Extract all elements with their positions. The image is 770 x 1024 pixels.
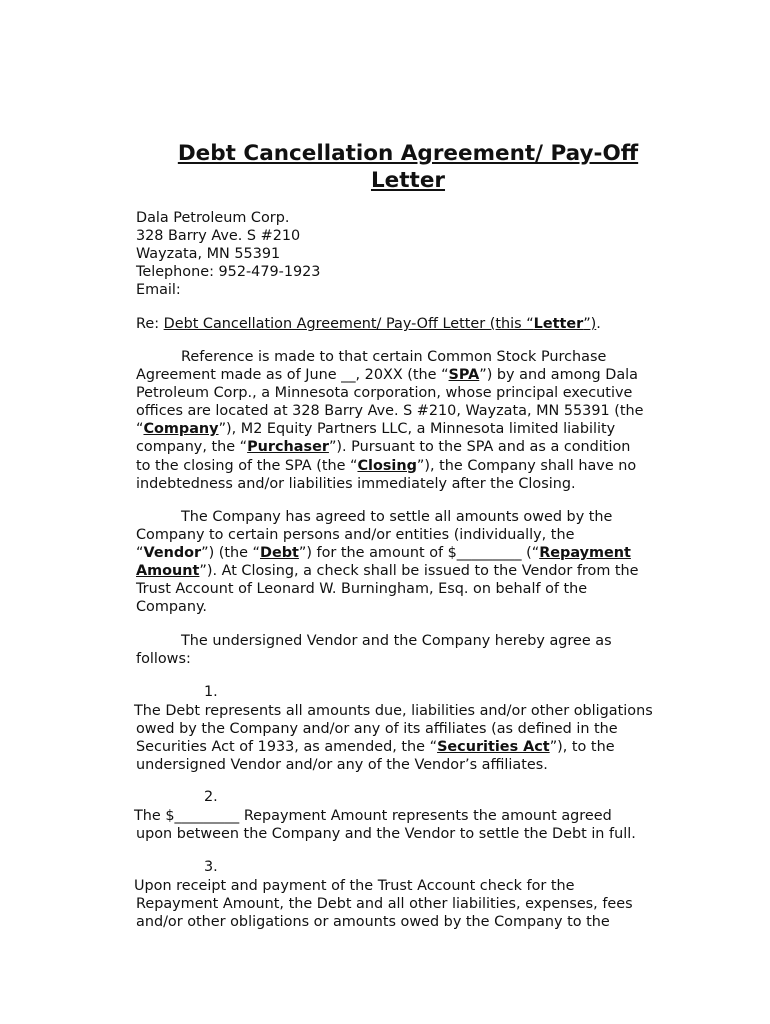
para3-line: The undersigned Vendor and the Company hereby agree as xyxy=(181,633,612,649)
item1-text: Securities Act of 1933, as amended, the “ xyxy=(136,739,438,756)
para1-line xyxy=(136,366,696,384)
re-end: . xyxy=(596,316,601,332)
para2-line: Company to certain persons and/or entities (individually, the xyxy=(136,527,575,544)
re-subject-text: Debt Cancellation Agreement/ Pay-Off Letter (this “ xyxy=(163,316,534,332)
para1-line xyxy=(136,438,696,456)
para2-text: “ xyxy=(136,545,144,562)
paragraph-agreement xyxy=(136,632,696,668)
item1-line: The Debt represents all amounts due, liabilities and/or other obligations xyxy=(134,703,653,719)
address-email: Email: xyxy=(136,282,181,299)
para1-line: Petroleum Corp., a Minnesota corporation, whose principal executive xyxy=(136,385,633,402)
defined-term-debt: Debt xyxy=(260,545,299,562)
title-line-2: Letter xyxy=(370,168,446,193)
para1-line xyxy=(136,420,696,438)
para2-text: ”) (the “ xyxy=(201,545,261,562)
para2-text: ”) for the amount of $_________ (“ xyxy=(298,545,540,562)
address-block xyxy=(136,209,696,299)
item2-line: The $_________ Repayment Amount represents the amount agreed xyxy=(134,808,612,824)
item3-line: and/or other obligations or amounts owed by the Company to the xyxy=(136,914,610,931)
para1-line: indebtedness and/or liabilities immediately after the Closing. xyxy=(136,475,576,492)
para1-text: to the closing of the SPA (the “ xyxy=(136,457,358,474)
title-line-1: Debt Cancellation Agreement/ Pay-Off xyxy=(177,141,639,166)
re-defined-term: Letter xyxy=(533,316,584,332)
para1-line xyxy=(136,457,696,475)
para1-text: ”), M2 Equity Partners LLC, a Minnesota limited liability xyxy=(218,421,616,438)
paragraph-reference xyxy=(136,348,696,493)
para1-text: Agreement made as of June __, 20XX (the “ xyxy=(136,367,449,384)
document-title xyxy=(130,140,686,194)
re-subject xyxy=(164,316,597,332)
defined-term-repayment: Repayment xyxy=(539,545,631,562)
para2-text: ”). At Closing, a check shall be issued to the Vendor from the xyxy=(199,563,639,580)
defined-term-company: Company xyxy=(143,421,219,438)
re-line xyxy=(136,315,696,333)
para2-line: Company. xyxy=(136,599,207,616)
para2-line xyxy=(136,562,696,580)
item2-line: upon between the Company and the Vendor to settle the Debt in full. xyxy=(136,826,636,843)
address-street: 328 Barry Ave. S #210 xyxy=(136,228,301,245)
item1-line xyxy=(136,738,696,756)
item-1 xyxy=(136,702,696,774)
para1-text: ”) by and among Dala xyxy=(479,367,638,384)
item-3 xyxy=(136,877,696,931)
item1-text: ”), to the xyxy=(549,739,615,756)
item1-line: owed by the Company and/or any of its affiliates (as defined in the xyxy=(136,721,618,738)
para1-text: ”). Pursuant to the SPA and as a condition xyxy=(328,439,631,456)
item-2-number: 2. xyxy=(204,789,218,805)
defined-term-amount: Amount xyxy=(136,563,200,580)
para1-text: ”), the Company shall have no xyxy=(416,457,637,474)
address-company: Dala Petroleum Corp. xyxy=(136,210,290,226)
para1-line: Reference is made to that certain Common Stock Purchase xyxy=(181,349,607,365)
defined-term-purchaser: Purchaser xyxy=(247,439,329,456)
para2-line xyxy=(136,544,696,562)
item1-line: undersigned Vendor and/or any of the Vendor’s affiliates. xyxy=(136,757,548,774)
defined-term-spa: SPA xyxy=(448,367,480,384)
paragraph-settlement xyxy=(136,508,696,617)
defined-term-vendor: Vendor xyxy=(143,545,202,562)
re-close: ”) xyxy=(583,316,597,332)
address-telephone: Telephone: 952-479-1923 xyxy=(136,264,321,281)
item-3-number: 3. xyxy=(204,859,218,875)
item3-line: Upon receipt and payment of the Trust Account check for the xyxy=(134,878,575,894)
para1-line: offices are located at 328 Barry Ave. S #210, Wayzata, MN 55391 (the xyxy=(136,403,644,420)
para2-line: Trust Account of Leonard W. Burningham, Esq. on behalf of the xyxy=(136,581,588,598)
para1-text: “ xyxy=(136,421,144,438)
address-city: Wayzata, MN 55391 xyxy=(136,246,281,263)
re-prefix: Re: xyxy=(136,316,164,332)
item-1-number: 1. xyxy=(204,684,218,700)
para3-line: follows: xyxy=(136,651,191,668)
defined-term-securities-act: Securities Act xyxy=(437,739,550,756)
para1-text: company, the “ xyxy=(136,439,248,456)
item3-line: Repayment Amount, the Debt and all other liabilities, expenses, fees xyxy=(136,896,633,913)
defined-term-closing: Closing xyxy=(357,457,417,474)
item-2 xyxy=(136,807,696,843)
para2-line: The Company has agreed to settle all amounts owed by the xyxy=(181,509,613,525)
